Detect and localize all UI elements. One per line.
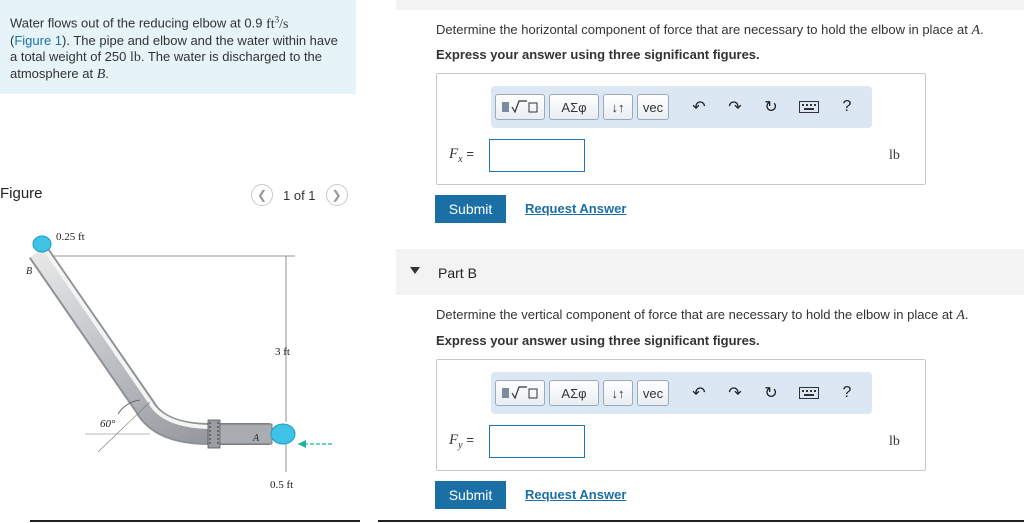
problem-text-3: a total weight of 250 xyxy=(10,48,127,64)
problem-text-2: ). The pipe and elbow and the water within have xyxy=(62,32,338,48)
redo-icon[interactable]: ↷ xyxy=(728,385,742,402)
reducer xyxy=(220,424,272,444)
problem-point-b: B xyxy=(96,66,106,82)
keyboard-icon[interactable] xyxy=(797,381,821,405)
fx-label: $F_x$ = xyxy=(449,146,474,165)
part-b-label[interactable]: Part B xyxy=(438,265,477,281)
template-icon[interactable] xyxy=(495,380,545,406)
part-a-submit-button[interactable]: Submit xyxy=(435,195,506,223)
reset-icon[interactable]: ↻ xyxy=(764,99,778,116)
figure-link[interactable]: Figure 1 xyxy=(14,32,63,48)
caret-down-icon[interactable] xyxy=(410,267,420,274)
greek-icon[interactable]: ΑΣφ xyxy=(549,94,599,120)
part-b-toolbar xyxy=(491,372,872,414)
fy-unit: lb xyxy=(889,434,900,449)
part-a-toolbar xyxy=(491,86,872,128)
label-point-a: A xyxy=(253,433,260,444)
figure-pager xyxy=(251,184,348,206)
part-a-answer-panel xyxy=(436,73,926,185)
label-height: 3 ft xyxy=(275,346,290,358)
chevron-right-icon[interactable]: ❯ xyxy=(326,184,348,206)
part-a-header-strip xyxy=(396,0,1024,10)
help-icon[interactable]: ? xyxy=(842,384,852,401)
undo-icon[interactable]: ↶ xyxy=(692,385,706,402)
problem-text-5: atmosphere at xyxy=(10,65,94,81)
problem-period: . xyxy=(105,65,109,81)
help-icon[interactable]: ? xyxy=(842,98,852,115)
chevron-left-icon[interactable]: ❮ xyxy=(251,184,273,206)
flow-unit: $ft^3/s$ xyxy=(266,14,289,32)
part-a-question: Determine the horizontal component of force that are necessary to hold the elbow in place at A. xyxy=(436,22,984,38)
part-b-submit-button[interactable]: Submit xyxy=(435,481,506,509)
label-bottom-dim: 0.5 ft xyxy=(270,479,294,491)
redo-icon[interactable]: ↷ xyxy=(728,99,742,116)
pager-label: 1 of 1 xyxy=(283,187,316,203)
reset-icon[interactable]: ↻ xyxy=(764,385,778,402)
problem-text-1: Water flows out of the reducing elbow at 0.9 xyxy=(10,15,263,31)
part-b-answer-panel xyxy=(436,359,926,471)
fx-unit: lb xyxy=(889,148,900,163)
label-angle: 60° xyxy=(100,418,116,430)
template-icon[interactable] xyxy=(495,94,545,120)
open-paren: ( xyxy=(10,32,15,48)
right-divider xyxy=(378,520,1024,522)
pipe-highlight xyxy=(44,248,270,427)
part-a-request-answer-link[interactable]: Request Answer xyxy=(525,201,627,216)
part-b-header[interactable] xyxy=(396,249,1024,295)
label-top-dim: 0.25 ft xyxy=(56,231,85,243)
undo-icon[interactable]: ↶ xyxy=(692,99,706,116)
elbow-figure xyxy=(0,222,360,502)
weight-unit: lb xyxy=(129,49,141,65)
arrows-icon[interactable]: ↓↑ xyxy=(603,380,633,406)
part-b-instruction: Express your answer using three significant figures. xyxy=(436,333,760,348)
water-outlet-b xyxy=(33,236,51,252)
problem-text-4: . The water is discharged to the xyxy=(140,48,323,64)
problem-statement xyxy=(0,0,356,94)
water-outlet-a xyxy=(271,424,295,444)
fy-label: $F_y$ = xyxy=(449,432,474,451)
part-b-question: Determine the vertical component of force that are necessary to hold the elbow in place at A. xyxy=(436,307,969,323)
keyboard-icon[interactable] xyxy=(797,95,821,119)
fx-input[interactable] xyxy=(489,139,585,172)
left-divider xyxy=(30,520,360,522)
arrows-icon[interactable]: ↓↑ xyxy=(603,94,633,120)
greek-icon[interactable]: ΑΣφ xyxy=(549,380,599,406)
figure-title: Figure xyxy=(0,185,43,202)
fy-input[interactable] xyxy=(489,425,585,458)
part-b-request-answer-link[interactable]: Request Answer xyxy=(525,487,627,502)
vec-icon[interactable]: vec xyxy=(637,94,669,120)
part-a-instruction: Express your answer using three significant figures. xyxy=(436,47,760,62)
force-arrow-head xyxy=(298,440,306,448)
vec-icon[interactable]: vec xyxy=(637,380,669,406)
label-point-b: B xyxy=(26,266,33,277)
